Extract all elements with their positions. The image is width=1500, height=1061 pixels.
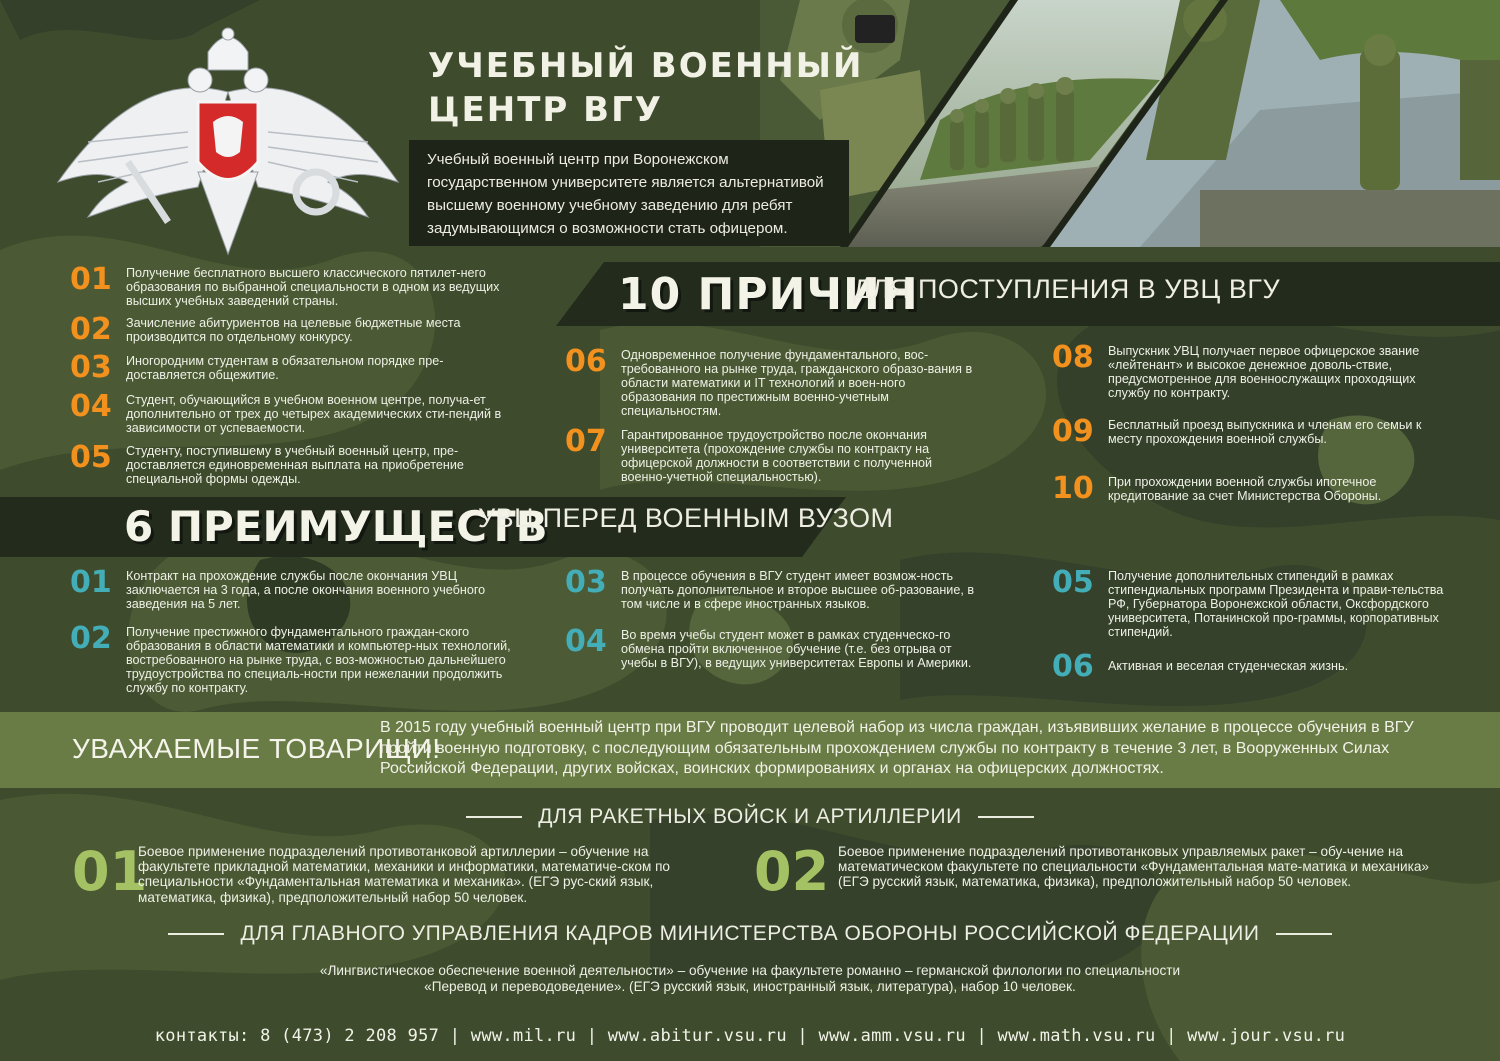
reason-item-06 (565, 344, 985, 418)
reason-number: 01 (70, 262, 112, 297)
advantage-number: 03 (565, 565, 607, 600)
heading-rule-left (168, 933, 224, 935)
advantages-heading: 6 ПРЕИМУЩЕСТВ (124, 502, 548, 551)
reason-text: Бесплатный проезд выпускника и членам его семьи к месту прохождения военной службы. (1108, 418, 1422, 446)
reason-text: Студенту, поступившему в учебный военный центр, пре-доставляется единовременная выплата на приобретение специальной формы одежды. (126, 444, 464, 486)
heading-rule-right (978, 816, 1034, 818)
personnel-heading-text: ДЛЯ ГЛАВНОГО УПРАВЛЕНИЯ КАДРОВ МИНИСТЕРСТВА ОБОРОНЫ РОССИЙСКОЙ ФЕДЕРАЦИИ (240, 922, 1260, 945)
reason-number: 02 (70, 312, 112, 347)
rocket-text: Боевое применение подразделений противотанковой артиллерии – обучение на факультете прикладной математики, механики и информатики, математиче-ском по специальности «Фундаментальная математика и механика». (ЕГЭ рус-ский язык, математика, физика), предположительный набор 50 человек. (138, 844, 670, 905)
advantage-number: 01 (70, 565, 112, 600)
rocket-number: 02 (754, 840, 830, 903)
reason-item-09 (1052, 414, 1472, 449)
linguistics-line-1: «Лингвистическое обеспечение военной деятельности» – обучение на факультете романно – германской филологии по специальности (319, 963, 1181, 978)
advantage-text: Получение престижного фундаментального граждан-ского образования в области математики и компьютер-ных технологий, востребованного на рынке труда, с воз-можностью дальнейшего трудоустройства по специаль-ности при нежелании продолжить службу по контракту. (126, 625, 511, 695)
title-line-1: УЧЕБНЫЙ ВОЕННЫЙ (428, 46, 864, 86)
soldiers-photo-collage (760, 0, 1500, 247)
advantage-text: В процессе обучения в ВГУ студент имеет возмож-ность получать дополнительное и второе высшее об-разование, в том числе и в сфере иностранных языков. (621, 569, 975, 611)
reason-item-01 (70, 262, 520, 308)
contacts-line: контакты: 8 (473) 2 208 957 | www.mil.ru | www.abitur.vsu.ru | www.amm.vsu.ru | www.math.vsu.ru | www.jour.vsu.ru (154, 1026, 1346, 1046)
advantage-item-06 (1052, 649, 1472, 684)
rocket-text: Боевое применение подразделений противотанковых управляемых ракет – обу-чение на математическом факультете по специальности «Фундаментальная мате-матика и механика» (ЕГЭ русский язык, математика, физика), предположительный набор 50 человек. (838, 844, 1429, 890)
advantage-text: Во время учебы студент может в рамках студенческо-го обмена пройти включенное обучение (т.е. без отрыва от учебы в ВГУ), в ведущих университетах Европы и Америки. (621, 628, 972, 670)
ministry-of-defense-emblem (48, 22, 408, 260)
personnel-section-heading (0, 920, 1500, 948)
advantage-number: 05 (1052, 565, 1094, 600)
reason-text: Иногородним студентам в обязательном порядке пре-доставляется общежитие. (126, 354, 444, 382)
reason-number: 06 (565, 344, 607, 379)
linguistics-line-2: «Перевод и переводоведение». (ЕГЭ русский язык, иностранный язык, литература), набор 10 человек. (424, 978, 1076, 994)
reason-item-07 (565, 424, 985, 484)
advantage-number: 06 (1052, 649, 1094, 684)
rocket-number: 01 (72, 840, 148, 903)
advantage-item-02 (70, 621, 520, 695)
title-line-2: ЦЕНТР ВГУ (428, 90, 663, 130)
rocket-heading-text: ДЛЯ РАКЕТНЫХ ВОЙСК И АРТИЛЛЕРИИ (538, 805, 962, 828)
reason-item-08 (1052, 340, 1472, 400)
reason-number: 07 (565, 424, 607, 459)
advantage-text: Контракт на прохождение службы после окончания УВЦ заключается на 3 года, а после окончания военного учебного заведения на 5 лет. (126, 569, 486, 611)
linguistics-text (200, 963, 1300, 994)
page-title (428, 44, 863, 132)
advantages-subheading: УВЦ ПЕРЕД ВОЕННЫМ ВУЗОМ (478, 503, 894, 533)
reason-number: 05 (70, 440, 112, 475)
advantage-text: Получение дополнительных стипендий в рамках стипендиальных программ Президента и прави-тельства РФ, Губернатора Воронежской области, Оксфордского университета, Потанинской про-граммы, корпоративных стипендий. (1108, 569, 1444, 639)
intro-text: Учебный военный центр при Воронежском государственном университете является альтернативой высшему военному учебному заведению для ребят задумывающимся о возможности стать офицером. (409, 140, 849, 246)
advantage-item-05 (1052, 565, 1472, 639)
reason-text: При прохождении военной службы ипотечное кредитование за счет Министерства Обороны. (1108, 475, 1382, 503)
heading-rule-left (466, 816, 522, 818)
rocket-item-02 (754, 842, 1454, 902)
reason-text: Одновременное получение фундаментального, вос-требованного на рынке труда, гражданского образо-вания в области математики и IT технологий и воен-ного образования по престижным военно-учетным специальностям. (621, 348, 973, 418)
reasons-heading: 10 ПРИЧИН (618, 269, 919, 320)
reason-text: Гарантированное трудоустройство после окончания университета (прохождение службы по контракту на офицерской должности в соответствии с полученной военно-учетной специальностью). (621, 428, 933, 484)
reason-number: 03 (70, 350, 112, 385)
announcement-text: В 2015 году учебный военный центр при ВГУ проводит целевой набор из числа граждан, изъявивших желание в процессе обучения в ВГУ пройти военную подготовку, с последующим обязательным прохождением службы по контракту в течение 3 лет, в Вооруженных Силах Российской Федерации, других войсках, воинских формированиях и органах на офицерских должностях. (380, 719, 1414, 777)
reason-item-10 (1052, 471, 1472, 506)
advantage-text: Активная и веселая студенческая жизнь. (1108, 659, 1349, 673)
reason-item-04 (70, 389, 520, 435)
rocket-section-heading (0, 803, 1500, 831)
reason-text: Выпускник УВЦ получает первое офицерское звание «лейтенант» и высокое денежное доволь-ствие, предусмотренное для военнослужащих проходящих службу по контракту. (1108, 344, 1420, 400)
reason-text: Студент, обучающийся в учебном военном центре, получа-ет дополнительно от трех до четырех академических сти-пендий в зависимости от успеваемости. (126, 393, 502, 435)
reason-item-02 (70, 312, 520, 347)
reason-item-05 (70, 440, 520, 486)
heading-rule-right (1276, 933, 1332, 935)
reason-item-03 (70, 350, 520, 385)
reason-text: Получение бесплатного высшего классического пятилет-него образования по выбранной специальности в одном из ведущих высших учебных заведений страны. (126, 266, 500, 308)
advantage-number: 02 (70, 621, 112, 656)
rocket-item-01 (72, 842, 732, 905)
advantage-number: 04 (565, 624, 607, 659)
reason-number: 09 (1052, 414, 1094, 449)
reason-number: 04 (70, 389, 112, 424)
advantage-item-04 (565, 624, 995, 670)
reason-text: Зачисление абитуриентов на целевые бюджетные места производится по отдельному конкурсу. (126, 316, 461, 344)
reason-number: 10 (1052, 471, 1094, 506)
advantage-item-01 (70, 565, 520, 611)
reason-number: 08 (1052, 340, 1094, 375)
reasons-subheading: ДЛЯ ПОСТУПЛЕНИЯ В УВЦ ВГУ (853, 274, 1281, 304)
announcement-title: УВАЖАЕМЫЕ ТОВАРИЩИ! (72, 733, 441, 764)
advantage-item-03 (565, 565, 995, 611)
